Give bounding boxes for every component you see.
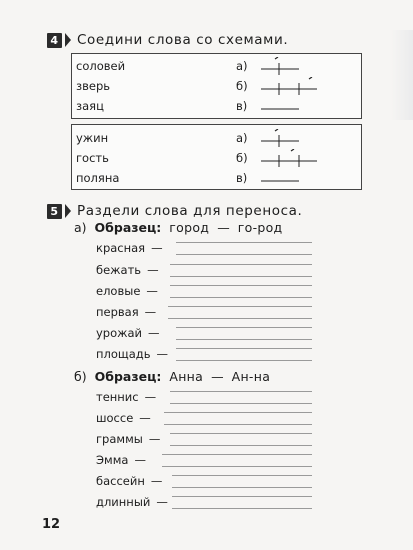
- writing-line[interactable]: [170, 391, 312, 392]
- writing-line[interactable]: [164, 412, 312, 413]
- writing-line[interactable]: [176, 339, 312, 340]
- list-item: [96, 453, 146, 467]
- syllable-scheme-icon: [261, 77, 321, 97]
- syllable-scheme-icon: [261, 57, 321, 77]
- task-4-instruction: Соедини слова со схемами.: [77, 32, 289, 48]
- word: Эмма: [96, 453, 129, 467]
- match-row: [72, 99, 361, 119]
- writing-line[interactable]: [170, 433, 312, 434]
- list-item: [96, 326, 160, 340]
- writing-line[interactable]: [176, 254, 312, 255]
- part-b-label: б): [74, 369, 87, 384]
- example-dash: —: [211, 369, 224, 384]
- word-dash: —: [146, 284, 158, 298]
- task-arrow-icon: [65, 33, 71, 47]
- word: урожай: [96, 326, 143, 340]
- writing-line[interactable]: [168, 318, 312, 319]
- writing-line[interactable]: [170, 297, 312, 298]
- writing-line[interactable]: [172, 508, 312, 509]
- list-item: [96, 495, 168, 509]
- writing-line[interactable]: [176, 348, 312, 349]
- match-row: [72, 151, 361, 171]
- list-item: [96, 347, 168, 361]
- writing-line[interactable]: [170, 285, 312, 286]
- example-word: город: [169, 220, 210, 235]
- writing-line[interactable]: [162, 454, 312, 455]
- part-b-example: [74, 369, 270, 384]
- scheme-letter: в): [236, 99, 248, 113]
- page-bleed-shadow: [391, 30, 413, 120]
- scheme-letter: б): [236, 151, 248, 165]
- match-word: заяц: [76, 99, 104, 113]
- example-word: Анна: [169, 369, 204, 384]
- task-5-number: 5: [47, 204, 62, 219]
- word-dash: —: [148, 432, 161, 446]
- list-item: [96, 432, 160, 446]
- word-dash: —: [156, 495, 168, 509]
- list-item: [96, 241, 163, 255]
- word: граммы: [96, 432, 143, 446]
- writing-line[interactable]: [176, 242, 312, 243]
- part-a-example: [74, 220, 283, 235]
- word-dash: —: [150, 474, 163, 488]
- task-4-number: 4: [47, 33, 62, 48]
- writing-line[interactable]: [172, 496, 312, 497]
- word-dash: —: [156, 347, 169, 361]
- list-item: [96, 390, 156, 404]
- match-word: гость: [76, 151, 109, 165]
- match-row: [72, 59, 361, 79]
- part-a-label: а): [74, 220, 87, 235]
- task-arrow-icon: [65, 204, 71, 218]
- writing-line[interactable]: [168, 306, 312, 307]
- writing-line[interactable]: [170, 403, 312, 404]
- word-dash: —: [134, 453, 146, 467]
- word-dash: —: [144, 390, 157, 404]
- word: красная: [96, 241, 146, 255]
- list-item: [96, 305, 156, 319]
- match-word: ужин: [76, 131, 109, 145]
- example-split: Ан-на: [231, 369, 271, 384]
- list-item: [96, 411, 151, 425]
- task-4-heading: [47, 32, 288, 48]
- scheme-letter: а): [236, 131, 248, 145]
- list-item: [96, 474, 162, 488]
- word: бассейн: [96, 474, 145, 488]
- example-label: Образец:: [94, 220, 162, 235]
- writing-line[interactable]: [162, 466, 312, 467]
- example-label: Образец:: [94, 369, 162, 384]
- match-word: соловей: [76, 59, 126, 73]
- word: бежать: [96, 263, 142, 277]
- task-5-instruction: Раздели слова для переноса.: [77, 203, 303, 219]
- syllable-scheme-icon: [261, 129, 321, 149]
- match-box-1: [71, 53, 362, 119]
- word-dash: —: [148, 326, 160, 340]
- word: шоссе: [96, 411, 134, 425]
- writing-line[interactable]: [172, 475, 312, 476]
- word-dash: —: [151, 241, 163, 255]
- example-dash: —: [217, 220, 230, 235]
- writing-line[interactable]: [170, 445, 312, 446]
- scheme-letter: а): [236, 59, 248, 73]
- word-dash: —: [144, 305, 157, 319]
- word: первая: [96, 305, 139, 319]
- list-item: [96, 284, 158, 298]
- syllable-scheme-icon: [261, 97, 321, 117]
- word: теннис: [96, 390, 139, 404]
- word: площадь: [96, 347, 151, 361]
- match-box-2: [71, 124, 362, 190]
- writing-line[interactable]: [176, 360, 312, 361]
- list-item: [96, 263, 159, 277]
- match-word: поляна: [76, 171, 120, 185]
- match-word: зверь: [76, 79, 111, 93]
- word: еловые: [96, 284, 141, 298]
- scheme-letter: в): [236, 171, 248, 185]
- match-row: [72, 171, 361, 191]
- writing-line[interactable]: [172, 487, 312, 488]
- word-dash: —: [139, 411, 151, 425]
- word-dash: —: [147, 263, 159, 277]
- scheme-letter: б): [236, 79, 248, 93]
- writing-line[interactable]: [170, 264, 312, 265]
- match-row: [72, 79, 361, 99]
- writing-line[interactable]: [164, 424, 312, 425]
- example-split: го-род: [237, 220, 283, 235]
- writing-line[interactable]: [176, 327, 312, 328]
- syllable-scheme-icon: [261, 169, 321, 189]
- task-5-heading: [47, 203, 302, 219]
- syllable-scheme-icon: [261, 149, 321, 169]
- match-row: [72, 131, 361, 151]
- word: длинный: [96, 495, 151, 509]
- writing-line[interactable]: [170, 276, 312, 277]
- page-number: 12: [42, 517, 61, 532]
